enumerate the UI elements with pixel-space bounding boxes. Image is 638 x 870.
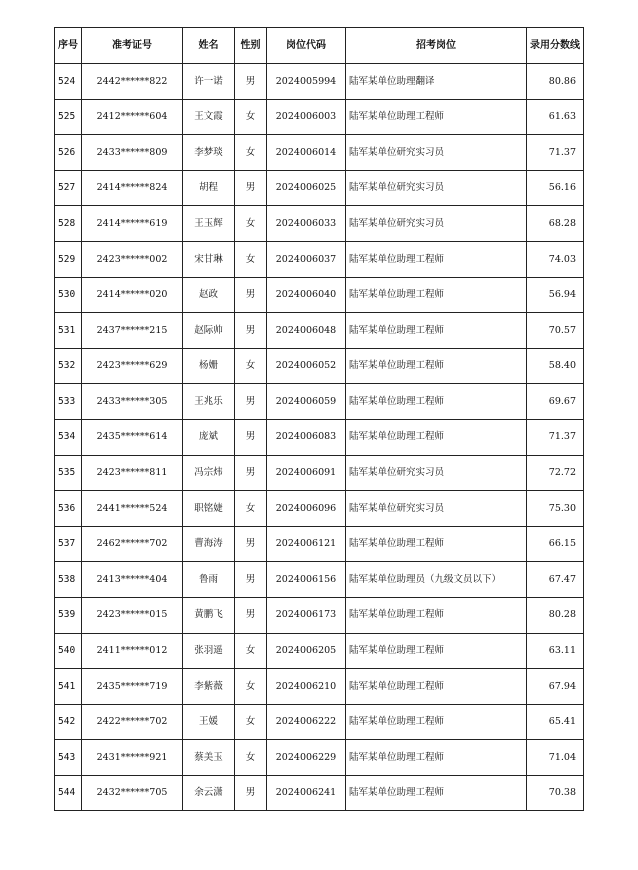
- cell-post: 陆军某单位助理工程师: [346, 348, 527, 384]
- cell-name: 蔡美玉: [183, 740, 235, 776]
- cell-name: 赵际帅: [183, 313, 235, 349]
- cell-name: 职铭婕: [183, 491, 235, 527]
- cell-score: 66.15: [527, 526, 584, 562]
- cell-exam-id: 2433******809: [82, 135, 183, 171]
- cell-score: 71.37: [527, 135, 584, 171]
- cell-post-code: 2024006096: [267, 491, 346, 527]
- cell-exam-id: 2437******215: [82, 313, 183, 349]
- cell-score: 70.38: [527, 775, 584, 811]
- cell-post-code: 2024006025: [267, 170, 346, 206]
- cell-name: 李紫薇: [183, 669, 235, 705]
- cell-post-code: 2024006003: [267, 99, 346, 135]
- table-body: [55, 64, 584, 811]
- cell-seq: 544: [55, 775, 82, 811]
- table-row: [55, 775, 584, 811]
- cell-name: 余云潇: [183, 775, 235, 811]
- cell-gender: 女: [235, 241, 267, 277]
- cell-post-code: 2024006040: [267, 277, 346, 313]
- table-row: [55, 419, 584, 455]
- cell-gender: 男: [235, 419, 267, 455]
- cell-score: 65.41: [527, 704, 584, 740]
- cell-post: 陆军某单位助理员（九级文员以下）: [346, 562, 527, 598]
- cell-gender: 女: [235, 704, 267, 740]
- cell-post: 陆军某单位助理工程师: [346, 775, 527, 811]
- admission-score-table: [54, 27, 584, 811]
- cell-score: 75.30: [527, 491, 584, 527]
- table-row: [55, 491, 584, 527]
- cell-exam-id: 2433******305: [82, 384, 183, 420]
- cell-score: 56.94: [527, 277, 584, 313]
- cell-seq: 526: [55, 135, 82, 171]
- cell-post: 陆军某单位助理工程师: [346, 633, 527, 669]
- cell-exam-id: 2414******020: [82, 277, 183, 313]
- cell-post-code: 2024006173: [267, 597, 346, 633]
- cell-post-code: 2024006091: [267, 455, 346, 491]
- cell-seq: 538: [55, 562, 82, 598]
- cell-score: 58.40: [527, 348, 584, 384]
- cell-seq: 534: [55, 419, 82, 455]
- cell-score: 67.94: [527, 669, 584, 705]
- table-row: [55, 633, 584, 669]
- cell-post-code: 2024006037: [267, 241, 346, 277]
- cell-score: 63.11: [527, 633, 584, 669]
- cell-gender: 男: [235, 64, 267, 100]
- cell-post-code: 2024006052: [267, 348, 346, 384]
- cell-gender: 男: [235, 170, 267, 206]
- cell-gender: 女: [235, 348, 267, 384]
- cell-gender: 女: [235, 135, 267, 171]
- cell-post-code: 2024006121: [267, 526, 346, 562]
- cell-post-code: 2024006241: [267, 775, 346, 811]
- cell-exam-id: 2441******524: [82, 491, 183, 527]
- cell-score: 56.16: [527, 170, 584, 206]
- cell-exam-id: 2431******921: [82, 740, 183, 776]
- cell-post: 陆军某单位助理工程师: [346, 669, 527, 705]
- table-row: [55, 526, 584, 562]
- table-row: [55, 562, 584, 598]
- table-row: [55, 704, 584, 740]
- cell-post: 陆军某单位助理翻译: [346, 64, 527, 100]
- cell-gender: 男: [235, 313, 267, 349]
- cell-post: 陆军某单位助理工程师: [346, 313, 527, 349]
- cell-post-code: 2024006210: [267, 669, 346, 705]
- cell-name: 黄鹏飞: [183, 597, 235, 633]
- cell-score: 80.28: [527, 597, 584, 633]
- cell-exam-id: 2442******822: [82, 64, 183, 100]
- cell-post: 陆军某单位研究实习员: [346, 491, 527, 527]
- header-post: 招考岗位: [346, 28, 527, 64]
- cell-seq: 530: [55, 277, 82, 313]
- cell-name: 王玉辉: [183, 206, 235, 242]
- cell-score: 71.37: [527, 419, 584, 455]
- cell-gender: 女: [235, 740, 267, 776]
- cell-post-code: 2024006014: [267, 135, 346, 171]
- cell-name: 庞斌: [183, 419, 235, 455]
- cell-gender: 男: [235, 384, 267, 420]
- cell-seq: 529: [55, 241, 82, 277]
- cell-name: 李梦琰: [183, 135, 235, 171]
- table-row: [55, 669, 584, 705]
- cell-name: 许一诺: [183, 64, 235, 100]
- header-post-code: 岗位代码: [267, 28, 346, 64]
- header-name: 姓名: [183, 28, 235, 64]
- header-row: [55, 28, 584, 64]
- cell-gender: 男: [235, 775, 267, 811]
- cell-score: 72.72: [527, 455, 584, 491]
- cell-gender: 男: [235, 562, 267, 598]
- cell-gender: 女: [235, 633, 267, 669]
- cell-post: 陆军某单位研究实习员: [346, 135, 527, 171]
- cell-post: 陆军某单位研究实习员: [346, 455, 527, 491]
- cell-post: 陆军某单位助理工程师: [346, 526, 527, 562]
- cell-exam-id: 2423******811: [82, 455, 183, 491]
- cell-name: 鲁雨: [183, 562, 235, 598]
- cell-post: 陆军某单位研究实习员: [346, 206, 527, 242]
- cell-score: 74.03: [527, 241, 584, 277]
- cell-exam-id: 2435******719: [82, 669, 183, 705]
- cell-score: 67.47: [527, 562, 584, 598]
- table-row: [55, 206, 584, 242]
- cell-post: 陆军某单位助理工程师: [346, 277, 527, 313]
- header-seq: 序号: [55, 28, 82, 64]
- cell-name: 宋甘琳: [183, 241, 235, 277]
- cell-gender: 女: [235, 669, 267, 705]
- cell-exam-id: 2432******705: [82, 775, 183, 811]
- cell-post-code: 2024005994: [267, 64, 346, 100]
- cell-post-code: 2024006156: [267, 562, 346, 598]
- table-row: [55, 241, 584, 277]
- cell-post: 陆军某单位助理工程师: [346, 241, 527, 277]
- cell-seq: 524: [55, 64, 82, 100]
- cell-seq: 539: [55, 597, 82, 633]
- cell-name: 张羽遥: [183, 633, 235, 669]
- cell-post-code: 2024006083: [267, 419, 346, 455]
- cell-seq: 543: [55, 740, 82, 776]
- cell-gender: 男: [235, 277, 267, 313]
- cell-exam-id: 2423******629: [82, 348, 183, 384]
- cell-exam-id: 2423******002: [82, 241, 183, 277]
- cell-post: 陆军某单位研究实习员: [346, 170, 527, 206]
- cell-post: 陆军某单位助理工程师: [346, 419, 527, 455]
- cell-gender: 女: [235, 206, 267, 242]
- table-row: [55, 740, 584, 776]
- cell-seq: 541: [55, 669, 82, 705]
- cell-post: 陆军某单位助理工程师: [346, 99, 527, 135]
- cell-name: 曹海涛: [183, 526, 235, 562]
- cell-post-code: 2024006059: [267, 384, 346, 420]
- table-row: [55, 455, 584, 491]
- cell-name: 赵政: [183, 277, 235, 313]
- table-row: [55, 135, 584, 171]
- cell-post: 陆军某单位助理工程师: [346, 704, 527, 740]
- table-row: [55, 384, 584, 420]
- cell-exam-id: 2414******619: [82, 206, 183, 242]
- cell-gender: 男: [235, 526, 267, 562]
- cell-post-code: 2024006229: [267, 740, 346, 776]
- cell-exam-id: 2422******702: [82, 704, 183, 740]
- cell-score: 68.28: [527, 206, 584, 242]
- cell-name: 王兆乐: [183, 384, 235, 420]
- table-row: [55, 64, 584, 100]
- cell-exam-id: 2423******015: [82, 597, 183, 633]
- cell-exam-id: 2435******614: [82, 419, 183, 455]
- cell-seq: 532: [55, 348, 82, 384]
- cell-seq: 542: [55, 704, 82, 740]
- table-row: [55, 597, 584, 633]
- cell-score: 69.67: [527, 384, 584, 420]
- cell-post: 陆军某单位助理工程师: [346, 384, 527, 420]
- cell-seq: 535: [55, 455, 82, 491]
- cell-seq: 528: [55, 206, 82, 242]
- cell-post-code: 2024006222: [267, 704, 346, 740]
- cell-post-code: 2024006048: [267, 313, 346, 349]
- table-row: [55, 170, 584, 206]
- cell-seq: 531: [55, 313, 82, 349]
- table-header: [55, 28, 584, 64]
- cell-score: 61.63: [527, 99, 584, 135]
- cell-name: 王媛: [183, 704, 235, 740]
- header-score: 录用分数线: [527, 28, 584, 64]
- cell-exam-id: 2414******824: [82, 170, 183, 206]
- cell-exam-id: 2413******404: [82, 562, 183, 598]
- cell-score: 70.57: [527, 313, 584, 349]
- cell-seq: 536: [55, 491, 82, 527]
- cell-exam-id: 2411******012: [82, 633, 183, 669]
- cell-seq: 537: [55, 526, 82, 562]
- cell-score: 80.86: [527, 64, 584, 100]
- table-row: [55, 348, 584, 384]
- cell-name: 胡程: [183, 170, 235, 206]
- cell-gender: 男: [235, 455, 267, 491]
- table-row: [55, 313, 584, 349]
- header-exam-id: 准考证号: [82, 28, 183, 64]
- cell-exam-id: 2462******702: [82, 526, 183, 562]
- cell-name: 杨姗: [183, 348, 235, 384]
- cell-name: 王文霞: [183, 99, 235, 135]
- cell-seq: 540: [55, 633, 82, 669]
- header-gender: 性别: [235, 28, 267, 64]
- cell-exam-id: 2412******604: [82, 99, 183, 135]
- cell-score: 71.04: [527, 740, 584, 776]
- cell-gender: 女: [235, 99, 267, 135]
- cell-gender: 女: [235, 491, 267, 527]
- cell-post: 陆军某单位助理工程师: [346, 740, 527, 776]
- table-row: [55, 99, 584, 135]
- cell-post-code: 2024006205: [267, 633, 346, 669]
- cell-seq: 533: [55, 384, 82, 420]
- table-row: [55, 277, 584, 313]
- cell-name: 冯宗炜: [183, 455, 235, 491]
- cell-seq: 525: [55, 99, 82, 135]
- cell-seq: 527: [55, 170, 82, 206]
- cell-post-code: 2024006033: [267, 206, 346, 242]
- cell-post: 陆军某单位助理工程师: [346, 597, 527, 633]
- cell-gender: 男: [235, 597, 267, 633]
